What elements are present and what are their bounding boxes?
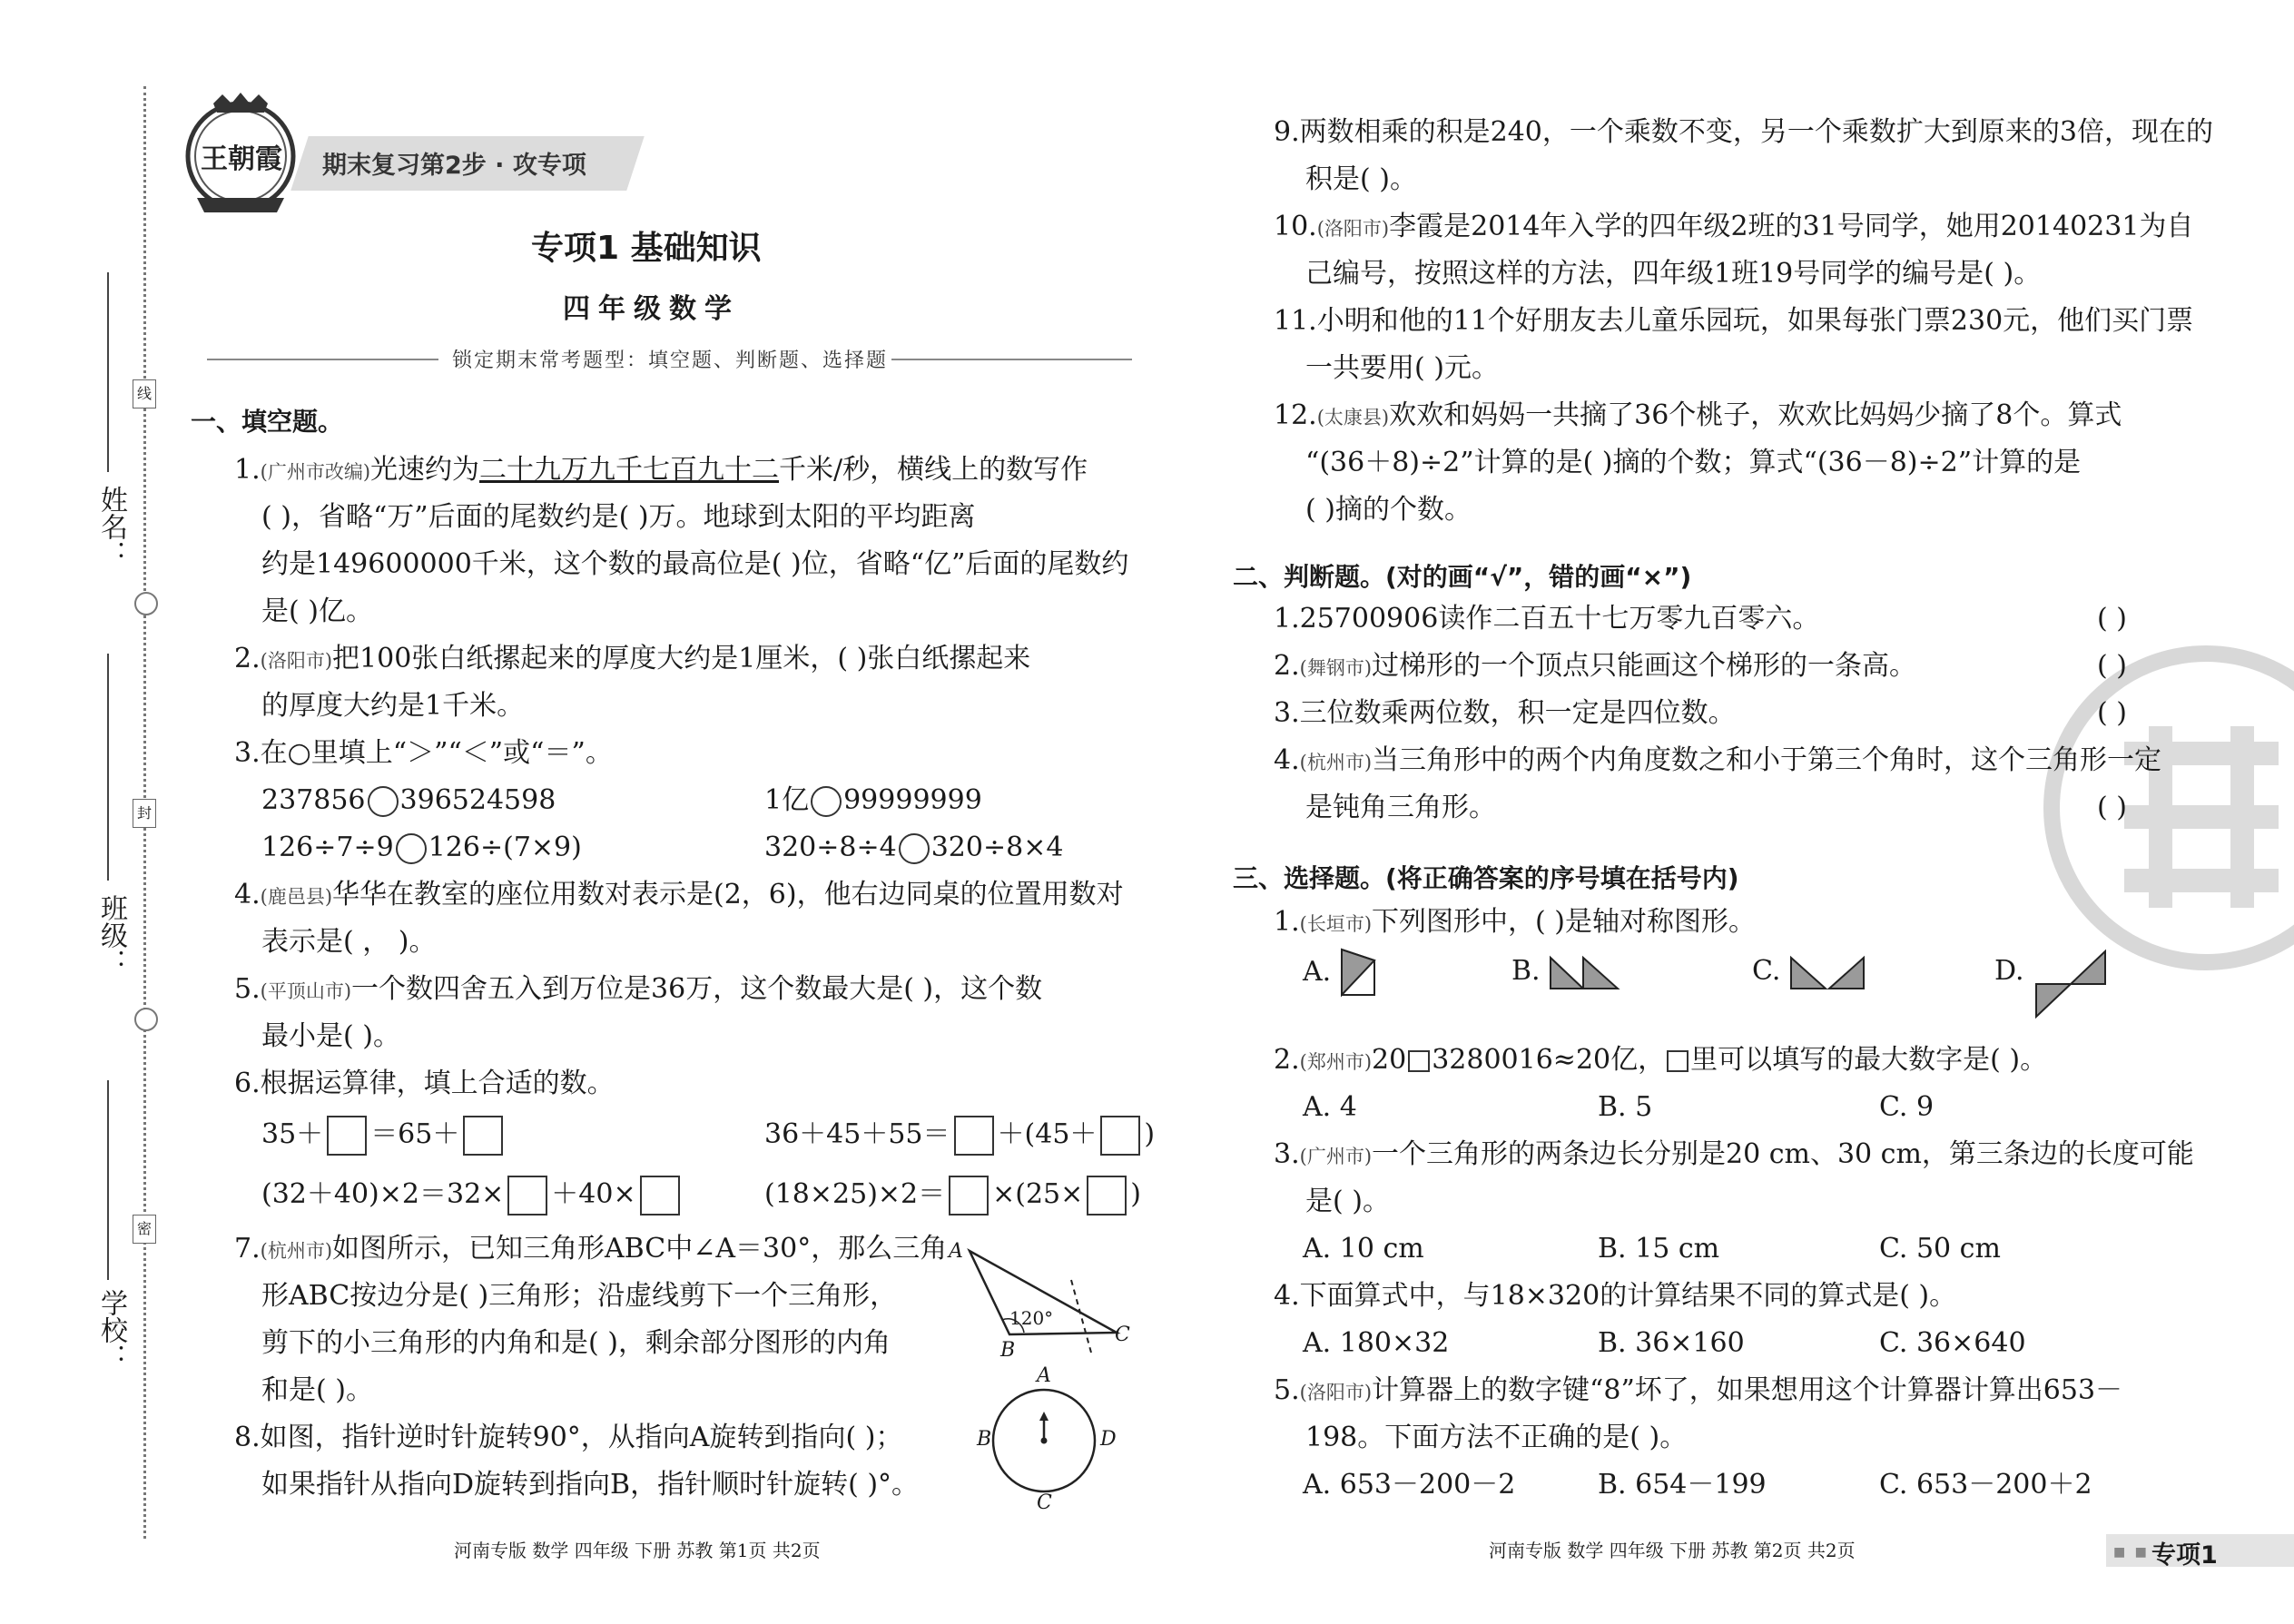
brand-logo: 王朝霞: [177, 91, 304, 218]
cut-mark-secret: 密: [133, 1215, 156, 1244]
question-8-line2: 如果指针从指向D旋转到指向B，指针顺时针旋转( )°。: [261, 1469, 920, 1501]
question-10: 10.(洛阳市)李霞是2014年入学的四年级2班的31号同学，她用20140231为自: [1274, 211, 2194, 242]
choice-question-5: 5.(洛阳市)计算器上的数字键“8”坏了，如果想用这个计算器计算出653－: [1274, 1374, 2123, 1406]
name-label: 姓名：: [95, 486, 127, 567]
tab-dots-icon: ■ ■: [2113, 1545, 2150, 1560]
choice-question-2: 2.(郑州市)20 3280016≈20亿， 里可以填写的最大数字是( )。: [1274, 1044, 2048, 1076]
question-12-line2: “(36＋8)÷2”计算的是( )摘的个数；算式“(36－8)÷2”计算的是: [1305, 447, 2082, 478]
choice-2-option-c[interactable]: C. 9: [1879, 1091, 1935, 1123]
answer-box[interactable]: [507, 1176, 547, 1216]
compare-b: 1亿 99999999: [764, 784, 982, 816]
answer-box[interactable]: [949, 1176, 989, 1216]
compare-circle[interactable]: [396, 833, 427, 864]
choice-2-option-b[interactable]: B. 5: [1598, 1091, 1653, 1123]
choice-3-option-b[interactable]: B. 15 cm: [1598, 1233, 1720, 1265]
shape-b-icon: [1549, 954, 1621, 990]
question-2: 2.(洛阳市)把100张白纸摞起来的厚度大约是1厘米，( )张白纸摞起来: [234, 643, 1031, 674]
question-7-line2: 形ABC按边分是( )三角形；沿虚线剪下一个三角形，: [261, 1280, 898, 1312]
judge-answer-4[interactable]: ( ): [2097, 792, 2127, 823]
class-field[interactable]: [107, 654, 109, 881]
answer-box[interactable]: [1087, 1176, 1127, 1216]
section-heading-choice: 三、选择题。(将正确答案的序号填在括号内): [1233, 863, 1739, 893]
choice-question-5-line2: 198。下面方法不正确的是( )。: [1305, 1422, 1688, 1453]
question-8: 8.如图，指针逆时针旋转90°，从指向A旋转到指向( )；: [234, 1422, 903, 1453]
judge-answer-3[interactable]: ( ): [2097, 697, 2127, 729]
choice-1-option-d[interactable]: D.: [1994, 948, 2109, 1019]
judge-answer-2[interactable]: ( ): [2097, 650, 2127, 682]
compare-c: 126÷7÷9 126÷(7×9): [261, 832, 582, 863]
cut-mark-seal: 封: [133, 799, 156, 828]
question-9-line2: 积是( )。: [1305, 163, 1417, 195]
tagline: 锁定期末常考题型：填空题、判断题、选择题: [452, 349, 889, 372]
name-field[interactable]: [107, 272, 109, 472]
compare-a: 237856 396524598: [261, 784, 556, 816]
choice-3-option-a[interactable]: A. 10 cm: [1303, 1233, 1424, 1265]
question-4-line2: 表示是( ， )。: [261, 926, 437, 958]
question-3: 3.在○里填上“＞”“＜”或“＝”。: [234, 737, 613, 769]
question-6: 6.根据运算律，填上合适的数。: [234, 1068, 615, 1099]
question-12: 12.(太康县)欢欢和妈妈一共摘了36个桃子，欢欢比妈妈少摘了8个。算式: [1274, 399, 2122, 431]
compare-circle[interactable]: [899, 833, 930, 864]
punch-hole-mark: [134, 592, 158, 615]
choice-4-option-a[interactable]: A. 180×32: [1303, 1327, 1450, 1359]
law-row-1b: 36＋45＋55＝ ＋(45＋ ): [764, 1111, 1155, 1158]
question-1: 1.(广州市改编)光速约为二十九万九千七百九十二千米/秒，横线上的数写作: [234, 454, 1088, 486]
cut-mark-line: 线: [133, 379, 156, 408]
choice-4-option-b[interactable]: B. 36×160: [1598, 1327, 1745, 1359]
judge-item-3: 3.三位数乘两位数，积一定是四位数。: [1274, 697, 1736, 729]
page-footer-left: 河南专版 数学 四年级 下册 苏教 第1页 共2页: [454, 1540, 821, 1561]
class-label: 班级：: [95, 894, 127, 976]
page-subtitle: 四年级数学: [563, 293, 740, 325]
question-1-line3: 约是149600000千米，这个数的最高位是( )位，省略“亿”后面的尾数约: [261, 548, 1129, 580]
question-7-line4: 和是( )。: [261, 1374, 373, 1406]
question-12-line3: ( )摘的个数。: [1305, 494, 1472, 526]
question-5: 5.(平顶山市)一个数四舍五入到万位是36万，这个数最大是( )，这个数: [234, 973, 1043, 1005]
tagline-rule-left: [207, 359, 438, 360]
choice-4-option-c[interactable]: C. 36×640: [1879, 1327, 2026, 1359]
choice-3-option-c[interactable]: C. 50 cm: [1879, 1233, 2001, 1265]
dial-figure: A B D C: [977, 1364, 1117, 1514]
compare-d: 320÷8÷4 320÷8×4: [764, 832, 1064, 863]
answer-box[interactable]: [463, 1116, 503, 1156]
shape-d-icon: [2033, 948, 2109, 1019]
choice-5-option-a[interactable]: A. 653－200－2: [1303, 1469, 1516, 1501]
compare-circle[interactable]: [368, 786, 399, 817]
choice-1-option-b[interactable]: B.: [1511, 948, 1621, 995]
question-11: 11.小明和他的11个好朋友去儿童乐园玩，如果每张门票230元，他们买门票: [1274, 305, 2194, 337]
punch-hole-mark: [134, 1008, 158, 1031]
question-1-line2: ( )，省略“万”后面的尾数约是( )万。地球到太阳的平均距离: [261, 501, 976, 533]
section-heading-fill-blank: 一、填空题。: [191, 407, 344, 437]
judge-item-2: 2.(舞钢市)过梯形的一个顶点只能画这个梯形的一条高。: [1274, 650, 1917, 682]
question-9: 9.两数相乘的积是240，一个乘数不变，另一个乘数扩大到原来的3倍，现在的: [1274, 116, 2213, 148]
choice-question-1: 1.(长垣市)下列图形中，( )是轴对称图形。: [1274, 906, 1756, 938]
triangle-figure: A B C 120°: [949, 1240, 1130, 1362]
school-label: 学校：: [95, 1289, 127, 1371]
law-row-2b: (18×25)×2＝ ×(25× ): [764, 1171, 1141, 1218]
question-11-line2: 一共要用( )元。: [1305, 352, 1499, 384]
answer-box[interactable]: [327, 1116, 367, 1156]
law-row-1a: 35＋ ＝65＋: [261, 1111, 507, 1158]
judge-item-1: 1.25700906读作二百五十七万零九百零六。: [1274, 603, 1820, 635]
choice-1-option-c[interactable]: C.: [1752, 948, 1866, 995]
digit-box: [1667, 1050, 1689, 1072]
choice-question-3-line2: 是( )。: [1305, 1186, 1390, 1217]
law-row-2a: (32＋40)×2＝32× ＋40×: [261, 1171, 684, 1218]
banner-text: 期末复习第2步 · 攻专项: [322, 152, 586, 180]
answer-box[interactable]: [1100, 1116, 1140, 1156]
choice-question-4: 4.下面算式中，与18×320的计算结果不同的算式是( )。: [1274, 1280, 1957, 1312]
choice-2-option-a[interactable]: A. 4: [1303, 1091, 1357, 1123]
question-2-line2: 的厚度大约是1千米。: [261, 690, 525, 722]
page-footer-right: 河南专版 数学 四年级 下册 苏教 第2页 共2页: [1489, 1540, 1856, 1561]
choice-1-option-a[interactable]: A.: [1303, 948, 1380, 999]
digit-box: [1408, 1050, 1430, 1072]
question-5-line2: 最小是( )。: [261, 1020, 400, 1052]
page-title: 专项1 基础知识: [531, 230, 762, 267]
question-4: 4.(鹿邑县)华华在教室的座位用数对表示是(2，6)，他右边同桌的位置用数对: [234, 879, 1124, 910]
section-tab-label: 专项1: [2151, 1541, 2218, 1570]
compare-circle[interactable]: [811, 786, 842, 817]
shape-c-icon: [1789, 954, 1866, 990]
school-field[interactable]: [107, 1080, 109, 1280]
question-10-line2: 己编号，按照这样的方法，四年级1班19号同学的编号是( )。: [1305, 258, 2042, 290]
question-1-line4: 是( )亿。: [261, 595, 373, 627]
question-7: 7.(杭州市)如图所示，已知三角形ABC中∠A＝30°，那么三角: [234, 1233, 948, 1265]
judge-item-4: 4.(杭州市)当三角形中的两个内角度数之和小于第三个角时，这个三角形一定: [1274, 744, 2162, 776]
choice-5-option-b[interactable]: B. 654－199: [1598, 1469, 1767, 1501]
shape-a-icon: [1340, 948, 1380, 999]
tagline-rule-right: [891, 359, 1132, 360]
answer-box[interactable]: [640, 1176, 680, 1216]
section-heading-true-false: 二、判断题。(对的画“√”，错的画“×”): [1233, 562, 1692, 592]
question-7-line3: 剪下的小三角形的内角和是( )，剩余部分图形的内角: [261, 1327, 891, 1359]
watermark-seal: [2024, 635, 2294, 980]
judge-answer-1[interactable]: ( ): [2097, 603, 2127, 635]
choice-5-option-c[interactable]: C. 653－200＋2: [1879, 1469, 2092, 1501]
judge-item-4-line2: 是钝角三角形。: [1305, 792, 1496, 823]
answer-box[interactable]: [954, 1116, 994, 1156]
choice-question-3: 3.(广州市)一个三角形的两条边长分别是20 cm、30 cm，第三条边的长度可能: [1274, 1138, 2194, 1170]
